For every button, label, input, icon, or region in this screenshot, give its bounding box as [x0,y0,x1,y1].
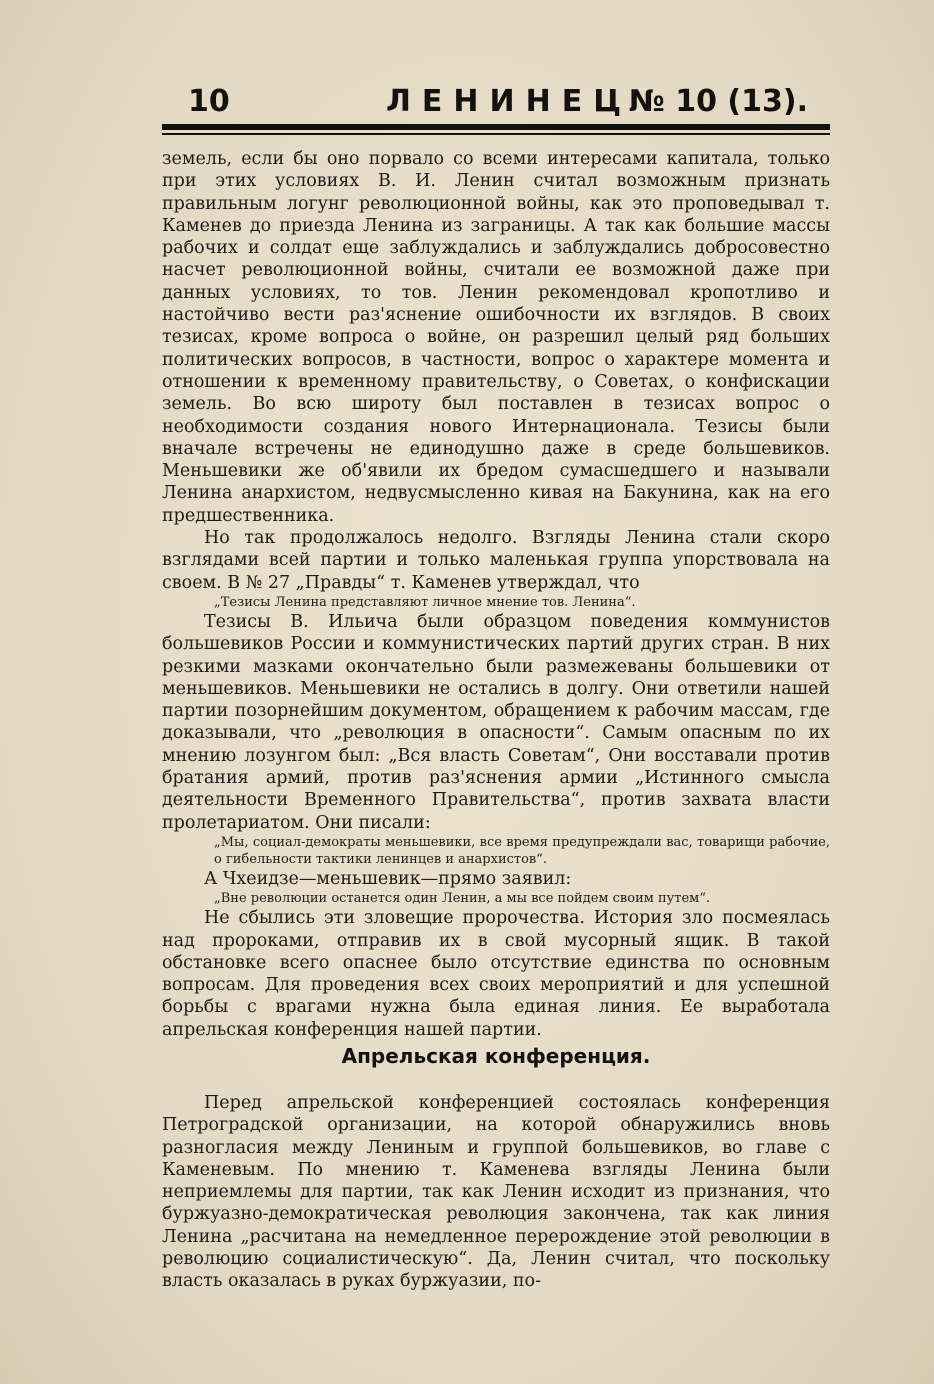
journal-title: ЛЕНИНЕЦ [386,84,633,119]
paragraph: Но так продолжалось недолго. Взгляды Ленина стали скоро взглядами всей партии и только маленькая группа упорствовала на своем. В № 27 „Правды“ т. Каменев утверждал, что [162,528,830,593]
quote: „Мы, социал-демократы меньшевики, все время предупреждали вас, товарищи рабочие, о гибельности тактики ленинцев и анархистов“. [214,834,830,867]
paragraph: Перед апрельской конференцией состоялась конференция Петроградской организации, на которой обнаружились вновь разногласия между Лениным и группой большевиков, во главе с Каменевым. По мнению т. Каменева взгляды Ленина были неприемлемы для партии, так как Ленин исходит из признания, что буржуазно-демократическая революция закончена, так как линия Ленина „расчитана на немедленное перерождение этой революции в революцию социалистическую“. Да, Ленин считал, что поскольку власть оказалась в руках буржуазии, по- [162,1093,830,1292]
header-rule [162,124,830,130]
section-heading: Апрельская конференция. [341,1044,651,1068]
paragraph: Тезисы В. Ильича были образцом поведения коммунистов большевиков России и коммунистических партий других стран. В них резкими мазками окончательно были размежеваны большевики от меньшевиков. Меньшевики не остались в долгу. Они ответили нашей партии позорнейшим документом, обращением к рабочим массам, где доказывали, что „революция в опасности“. Самым опасным по их мнению лозунгом был: „Вся власть Советам“, Они восставали против братания армий, против раз'яснения армии „Истинного смысла деятельности Временного Правительства“, против захвата власти пролетариатом. Они писали: [162,611,830,833]
header-rule-thin [162,133,830,135]
quote: „Вне революции останется один Ленин, а мы все пойдем своим путем“. [214,891,711,907]
page-header [160,84,830,124]
paragraph: А Чхеидзе—меньшевик—прямо заявил: [204,868,572,889]
quote: „Тезисы Ленина представляют личное мнение тов. Ленина“. [214,594,636,610]
section-body [162,1092,830,1293]
page-number: 10 [188,84,230,119]
paragraph: земель, если бы оно порвало со всеми интересами капитала, только при этих условиях В. И. Ленин считал возможным признать правильным логунг революционной войны, как это проповедывал т. Каменев до приезда Ленина из заграницы. А так как большие массы рабочих и солдат еще заблуждались и заблуждались добросовестно насчет революционной войны, считали ее возможной даже при данных условиях, то тов. Ленин рекомендовал кропотливо и настойчиво вести раз'яснение ошибочности их взглядов. В своих тезисах, кроме вопроса о войне, он разрешил целый ряд больших политических вопросов, в частности, вопрос о характере момента и отношении к временному правительству, о Советах, о конфискации земель. Во всю широту был поставлен в тезисах вопрос о необходимости создания нового Интернационала. Тезисы были вначале встречены не единодушно даже в среде большевиков. Меньшевики же об'явили их бредом сумасшедшего и называли Ленина анархистом, недвусмысленно кивая на Бакунина, как на его предшественника. [162,149,830,526]
article-body [162,148,830,1041]
paragraph: Не сбылись эти зловещие пророчества. История зло посмеялась над пророками, отправив их в свой мусорный ящик. В такой обстановке всего опаснее было отсутствие единства по основным вопросам. Для проведения всех своих мероприятий и для успешной борьбы с врагами нужна была единая линия. Ее выработала апрельская конференция нашей партии. [162,908,830,1040]
issue-number: № 10 (13). [628,84,808,119]
